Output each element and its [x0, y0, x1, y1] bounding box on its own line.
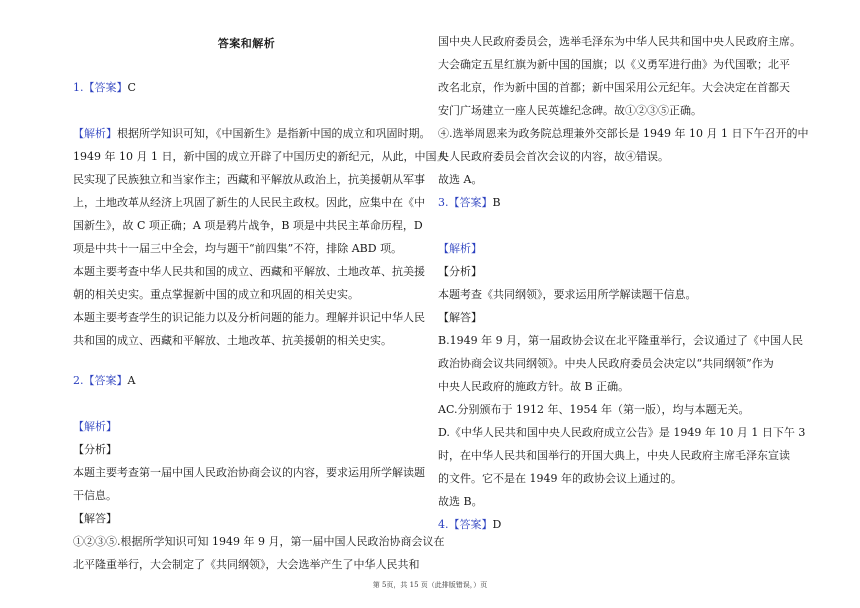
line-text: D.《中华人民共和国中央人民政府成立公告》是 1949 年 10 月 1 日下午 3: [438, 426, 806, 439]
line-text: 本题考查《共同纲领》，要求运用所学解读题干信息。: [438, 288, 697, 301]
text-line: [73, 242, 402, 256]
line-text: 时，在中华人民共和国举行的开国大典上，中央人民政府主席毛泽东宣读: [438, 449, 790, 462]
line-text: 中央人民政府的施政方针。故 B 正确。: [438, 380, 630, 393]
text-line: [438, 173, 482, 187]
line-text: 根据所学知识可知，《中国新生》是指新中国的成立和巩固时期。: [117, 127, 431, 140]
answer-label: 4.【答案】: [438, 518, 493, 531]
text-line: [438, 104, 702, 118]
page-title: 答案和解析: [217, 37, 276, 50]
text-line: [73, 489, 117, 503]
text-line: [438, 242, 482, 256]
line-text: 国中央人民政府委员会，选举毛泽东为中华人民共和国中央人民政府主席。: [438, 35, 801, 48]
line-text: 的文件。它不是在 1949 年的政协会议上通过的。: [438, 472, 682, 485]
line-text: 1949 年 10 月 1 日，新中国的成立开辟了中国历史的新纪元，从此，中国人: [73, 150, 448, 163]
text-line: [438, 150, 669, 164]
text-line: [438, 288, 697, 302]
line-text: 改名北京，作为新中国的首都；新中国采用公元纪年。大会决定在首都天: [438, 81, 790, 94]
text-line: [73, 334, 392, 348]
line-text: D: [492, 518, 502, 531]
text-line: [438, 58, 790, 72]
text-line: [438, 449, 790, 463]
line-text: 故选 B。: [438, 495, 483, 508]
text-line: [438, 472, 682, 486]
line-text: 干信息。: [73, 489, 117, 502]
text-line: [438, 426, 805, 440]
answer-label: 3.【答案】: [438, 196, 493, 209]
text-line: [438, 127, 808, 141]
answer-label: 【解析】: [73, 420, 117, 433]
line-text: 本题主要考查中华人民共和国的成立、西藏和平解放、土地改革、抗美援: [73, 265, 425, 278]
line-text: 朝的相关史实。重点掌握新中国的成立和巩固的相关史实。: [73, 288, 359, 301]
line-text: AC.分别颁布于 1912 年、1954 年（第一版），均与本题无关。: [438, 403, 750, 416]
text-line: [73, 288, 359, 302]
line-text: A: [127, 374, 136, 387]
text-line: [73, 150, 447, 164]
text-line: [73, 127, 431, 141]
answer-label: 2.【答案】: [73, 374, 128, 387]
answer-label: 【解析】: [73, 127, 117, 140]
text-line: [73, 466, 425, 480]
text-line: [73, 196, 425, 210]
text-line: [438, 518, 501, 532]
text-line: [73, 535, 444, 549]
line-text: 民实现了民族独立和当家作主；西藏和平解放从政治上，抗美援朝从军事: [73, 173, 425, 186]
text-line: [438, 265, 482, 279]
page-footer: 第 5页，共 15 页（此排版错误，）页: [372, 581, 488, 589]
text-line: [73, 558, 420, 572]
text-line: [438, 196, 501, 210]
text-line: [73, 512, 117, 526]
text-line: [438, 35, 801, 49]
line-text: 项是中共十一届三中全会，均与题干“前四集”不符，排除 ABD 项。: [73, 242, 403, 255]
line-text: 【分析】: [73, 443, 117, 456]
answer-label: 【解析】: [438, 242, 482, 255]
text-line: [73, 265, 425, 279]
line-text: 【解答】: [438, 311, 482, 324]
line-text: ④.选举周恩来为政务院总理兼外交部长是 1949 年 10 月 1 日下午召开的中: [438, 127, 809, 140]
text-line: [438, 81, 790, 95]
line-text: 上，土地改革从经济上巩固了新生的人民民主政权。因此，应集中在《中: [73, 196, 425, 209]
line-text: 政治协商会议共同纲领》。中央人民政府委员会决定以“共同纲领”作为: [438, 357, 774, 370]
text-line: [438, 380, 629, 394]
text-line: [73, 374, 135, 388]
line-text: 大会确定五星红旗为新中国的国旗；以《义勇军进行曲》为代国歌；北平: [438, 58, 790, 71]
line-text: 故选 A。: [438, 173, 483, 186]
line-text: 共和国的成立、西藏和平解放、土地改革、抗美援朝的相关史实。: [73, 334, 392, 347]
line-text: 央人民政府委员会首次会议的内容，故④错误。: [438, 150, 669, 163]
text-line: [438, 357, 774, 371]
line-text: 安门广场建立一座人民英雄纪念碑。故①②③⑤正确。: [438, 104, 702, 117]
text-line: [438, 334, 803, 348]
line-text: C: [127, 81, 136, 94]
line-text: 北平隆重举行，大会制定了《共同纲领》，大会选举产生了中华人民共和: [73, 558, 420, 571]
line-text: 本题主要考查学生的识记能力以及分析问题的能力。理解并识记中华人民: [73, 311, 425, 324]
text-line: [73, 81, 136, 95]
line-text: 【分析】: [438, 265, 482, 278]
text-line: [438, 495, 483, 509]
text-line: [73, 420, 117, 434]
line-text: 本题主要考查第一届中国人民政治协商会议的内容，要求运用所学解读题: [73, 466, 425, 479]
text-line: [438, 311, 482, 325]
text-line: [73, 311, 425, 325]
text-line: [73, 219, 423, 233]
line-text: B.1949 年 9 月，第一届政协会议在北平隆重举行，会议通过了《中国人民: [438, 334, 804, 347]
text-line: [73, 443, 117, 457]
text-line: [438, 403, 749, 417]
answer-label: 1.【答案】: [73, 81, 128, 94]
line-text: B: [492, 196, 501, 209]
line-text: 【解答】: [73, 512, 117, 525]
text-line: [73, 173, 425, 187]
line-text: 国新生》，故 C 项正确；A 项是鸦片战争，B 项是中共民主革命历程，D: [73, 219, 423, 232]
line-text: ①②③⑤.根据所学知识可知 1949 年 9 月，第一届中国人民政治协商会议在: [73, 535, 445, 548]
